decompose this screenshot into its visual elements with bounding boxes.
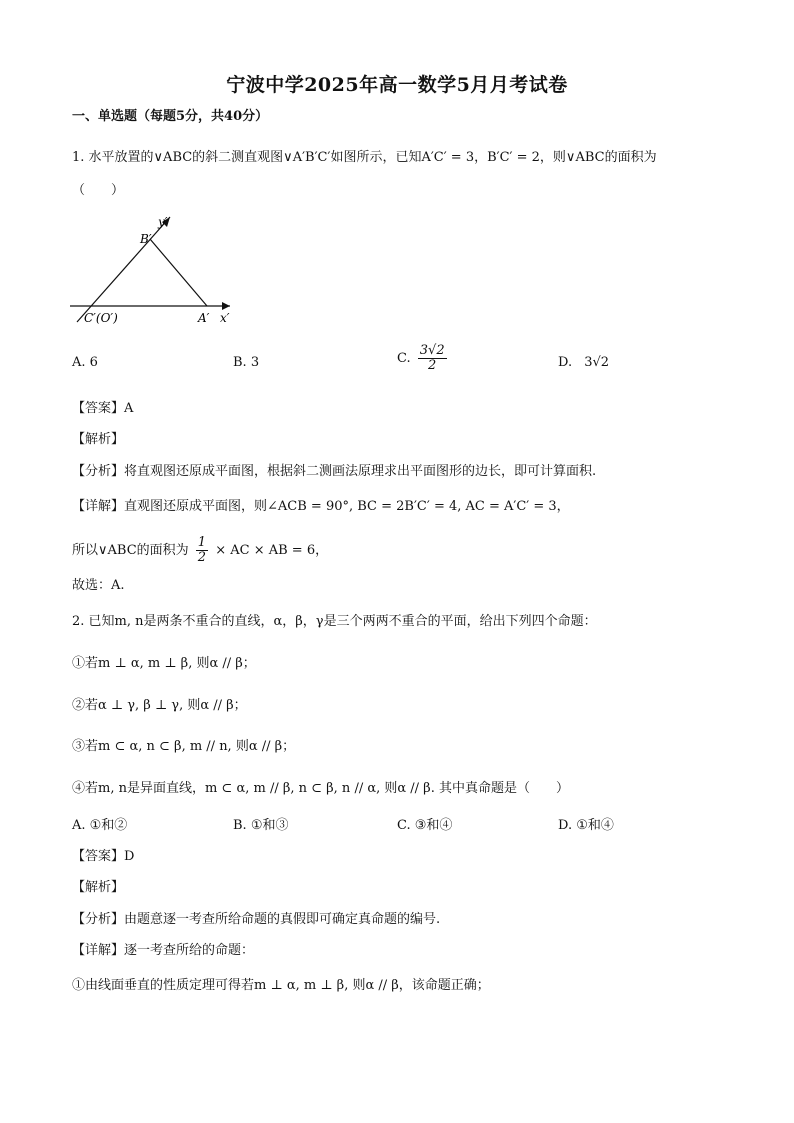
label-c: C′(O′) xyxy=(84,311,118,325)
q2-choice-c: C. ③和④ xyxy=(397,818,453,833)
choice-c-label: C. xyxy=(397,351,411,366)
q2-choice-b: B. ①和③ xyxy=(233,818,289,833)
q2-analysis-head: 【解析】 xyxy=(72,880,125,895)
area-suffix: × AC × AB = 6， xyxy=(215,543,329,558)
q2-detail: 【详解】逐一考查所给的命题： xyxy=(72,943,255,958)
q1-analysis: 【分析】将直观图还原成平面图，根据斜二测画法原理求出平面图形的边长，即可计算面积. xyxy=(72,464,597,479)
q2-choice-d: D. ①和④ xyxy=(558,818,614,833)
q1-stem-line2: （ ） xyxy=(72,183,125,198)
q2-analysis: 【分析】由题意逐一考查所给命题的真假即可确定真命题的编号. xyxy=(72,912,441,927)
choice-d-label: D. xyxy=(558,355,573,370)
q1-choice-b: B. 3 xyxy=(233,355,260,370)
q1-area-line xyxy=(72,536,328,565)
choice-c-denominator: 2 xyxy=(428,358,437,373)
q1-analysis-head: 【解析】 xyxy=(72,432,125,447)
x-axis-arrow xyxy=(222,302,230,310)
q1-stem-line1: 1. 水平放置的∨ABC的斜二测直观图∨A′B′C′如图所示，已知A′C′ = 3，B′C′ = 2，则∨ABC的面积为 xyxy=(72,150,657,165)
area-numerator: 1 xyxy=(197,535,207,550)
q2-choice-a: A. ①和② xyxy=(72,818,128,833)
label-x: x′ xyxy=(220,311,230,325)
section-heading: 一、单选题（每题5分，共40分） xyxy=(72,109,269,124)
choice-c-numerator: 3√2 xyxy=(419,343,445,358)
q1-choice-d xyxy=(558,354,609,372)
label-a: A′ xyxy=(198,311,210,325)
q2-proposition-1: ①若m ⊥ α, m ⊥ β, 则α // β； xyxy=(72,656,256,671)
q1-answer: 【答案】A xyxy=(72,401,134,416)
area-denominator: 2 xyxy=(197,550,207,565)
choice-c-fraction xyxy=(418,344,447,373)
area-fraction xyxy=(196,536,208,565)
choice-d-value: 3√2 xyxy=(584,355,610,370)
page-title: 宁波中学2025年高一数学5月月考试卷 xyxy=(226,74,568,96)
label-b: B′ xyxy=(140,232,152,246)
q2-proposition-2: ②若α ⊥ γ, β ⊥ γ, 则α // β； xyxy=(72,698,247,713)
segment-ba xyxy=(150,239,207,306)
q1-choose: 故选：A. xyxy=(72,578,125,593)
q1-choice-a: A. 6 xyxy=(72,355,98,370)
q1-figure xyxy=(70,212,240,327)
q2-stem: 2. 已知m, n是两条不重合的直线，α，β，γ是三个两两不重合的平面，给出下列四个命题： xyxy=(72,614,597,629)
q2-answer: 【答案】D xyxy=(72,849,135,864)
q2-detail-1: ①由线面垂直的性质定理可得若m ⊥ α, m ⊥ β, 则α // β，该命题正确； xyxy=(72,978,490,993)
q1-detail: 【详解】直观图还原成平面图，则∠ACB = 90°, BC = 2B′C′ = 4, AC = A′C′ = 3， xyxy=(72,499,570,514)
q2-proposition-3: ③若m ⊂ α, n ⊂ β, m // n, 则α // β； xyxy=(72,739,296,754)
q1-choice-c xyxy=(397,344,450,373)
label-y: y′ xyxy=(158,215,168,229)
area-prefix: 所以∨ABC的面积为 xyxy=(72,543,189,558)
q2-proposition-4: ④若m, n是异面直线，m ⊂ α, m // β, n ⊂ β, n // α, 则α // β. 其中真命题是（ ） xyxy=(72,781,569,796)
